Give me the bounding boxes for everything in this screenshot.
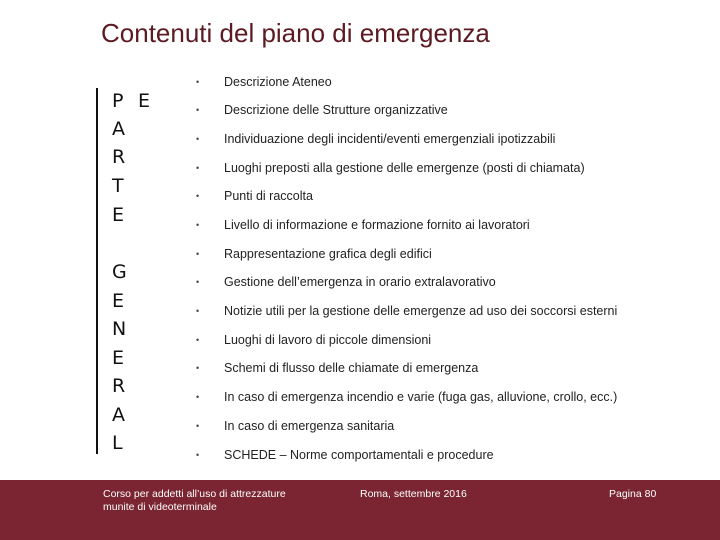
bullet-icon: •	[196, 105, 200, 115]
side-letter: G	[112, 261, 127, 283]
footer-date: Roma, settembre 2016	[360, 488, 467, 500]
bullet-icon: •	[196, 191, 200, 201]
bullet-icon: •	[196, 249, 200, 259]
side-letter: L	[112, 432, 123, 454]
bullet-icon: •	[196, 134, 200, 144]
bullet-icon: •	[196, 77, 200, 87]
list-item-text: Gestione dell’emergenza in orario extralavorativo	[224, 275, 496, 289]
side-vertical-label	[96, 88, 151, 454]
side-letter: E	[112, 290, 125, 312]
side-letter: R	[112, 375, 126, 397]
side-letter: E	[112, 347, 125, 369]
list-item-text: Rappresentazione grafica degli edifici	[224, 247, 432, 261]
footer-bar	[0, 480, 720, 540]
list-item-text: Punti di raccolta	[224, 189, 313, 203]
side-letter: E	[138, 90, 151, 112]
bullet-icon: •	[196, 163, 200, 173]
list-item-text: Individuazione degli incidenti/eventi emergenziali ipotizzabili	[224, 132, 556, 146]
list-item-text: In caso di emergenza incendio e varie (fuga gas, alluvione, crollo, ecc.)	[224, 390, 618, 404]
bullet-icon: •	[196, 363, 200, 373]
footer-page-number: Pagina 80	[609, 488, 657, 500]
side-letter: R	[112, 146, 126, 168]
list-item-text: In caso di emergenza sanitaria	[224, 419, 395, 433]
list-item-text: SCHEDE – Norme comportamentali e procedure	[224, 448, 494, 462]
list-item-text: Descrizione Ateneo	[224, 75, 332, 89]
side-letter: A	[112, 118, 125, 140]
side-letter: P	[112, 90, 124, 112]
list-item-text: Luoghi di lavoro di piccole dimensioni	[224, 333, 432, 347]
bullet-icon: •	[196, 450, 200, 460]
side-letter: E	[112, 204, 125, 226]
side-letter: A	[112, 404, 125, 426]
slide-title: Contenuti del piano di emergenza	[101, 18, 490, 48]
list-item-text: Notizie utili per la gestione delle emergenze ad uso dei soccorsi esterni	[224, 304, 618, 318]
list-item-text: Descrizione delle Strutture organizzative	[224, 103, 448, 117]
side-letter: T	[112, 175, 124, 197]
side-letter: N	[112, 318, 127, 340]
bullet-icon: •	[196, 392, 200, 402]
list-item-text: Luoghi preposti alla gestione delle emergenze (posti di chiamata)	[224, 161, 585, 175]
bullet-icon: •	[196, 335, 200, 345]
bullet-icon: •	[196, 421, 200, 431]
bullet-icon: •	[196, 306, 200, 316]
footer-course-line1: Corso per addetti all’uso di attrezzature	[103, 488, 286, 500]
list-item-text: Livello di informazione e formazione fornito ai lavoratori	[224, 218, 530, 232]
list-item-text: Schemi di flusso delle chiamate di emergenza	[224, 361, 479, 375]
bullet-icon: •	[196, 277, 200, 287]
footer-course-line2: munite di videoterminale	[103, 501, 217, 513]
bullet-icon: •	[196, 220, 200, 230]
footer-course	[103, 488, 286, 514]
